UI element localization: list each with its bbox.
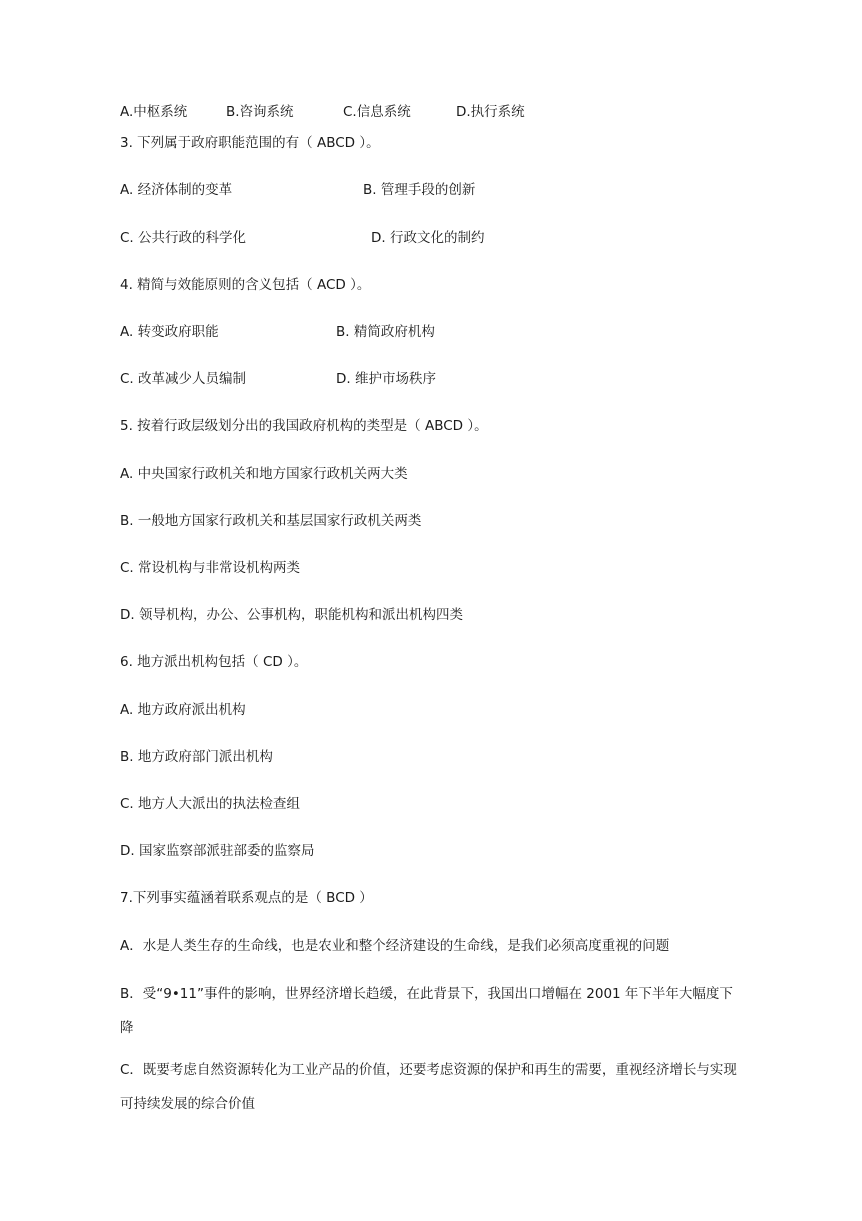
q3-option-c: C. 公共行政的科学化 — [120, 230, 247, 246]
q2-option-a: A.中枢系统 — [120, 104, 188, 120]
q4-option-a: A. 转变政府职能 — [120, 324, 219, 340]
q2-option-d: D.执行系统 — [456, 104, 525, 120]
q6-option-b: B. 地方政府部门派出机构 — [120, 749, 273, 765]
q6-stem: 6. 地方派出机构包括（ CD ）。 — [120, 654, 308, 670]
q6-option-a: A. 地方政府派出机构 — [120, 702, 246, 718]
q4-option-c: C. 改革减少人员编制 — [120, 371, 247, 387]
q5-option-c: C. 常设机构与非常设机构两类 — [120, 560, 301, 576]
q5-option-b: B. 一般地方国家行政机关和基层国家行政机关两类 — [120, 513, 422, 529]
q3-stem: 3. 下列属于政府职能范围的有（ ABCD ）。 — [120, 135, 380, 151]
q6-option-c: C. 地方人大派出的执法检查组 — [120, 796, 301, 812]
q7-stem: 7.下列事实蕴涵着联系观点的是（ BCD ） — [120, 890, 373, 906]
q3-option-d: D. 行政文化的制约 — [371, 230, 485, 246]
q4-stem: 4. 精简与效能原则的含义包括（ ACD ）。 — [120, 277, 371, 293]
q7-option-b: B．受“9•11”事件的影响，世界经济增长趋缓，在此背景下，我国出口增幅在 2001 年下半年大幅度下降 — [120, 986, 733, 1036]
q5-stem: 5. 按着行政层级划分出的我国政府机构的类型是（ ABCD ）。 — [120, 418, 488, 434]
q5-option-d: D. 领导机构，办公、公事机构，职能机构和派出机构四类 — [120, 607, 463, 623]
q4-option-b: B. 精简政府机构 — [336, 324, 435, 340]
q5-option-a: A. 中央国家行政机关和地方国家行政机关两大类 — [120, 466, 408, 482]
q6-option-d: D. 国家监察部派驻部委的监察局 — [120, 843, 315, 859]
q7-option-a: A．水是人类生存的生命线，也是农业和整个经济建设的生命线，是我们必须高度重视的问题 — [120, 938, 670, 954]
q3-option-b: B. 管理手段的创新 — [363, 182, 476, 198]
q2-option-b: B.咨询系统 — [226, 104, 294, 120]
q3-option-a: A. 经济体制的变革 — [120, 182, 233, 198]
q4-option-d: D. 维护市场秩序 — [336, 371, 436, 387]
q7-option-c: C．既要考虑自然资源转化为工业产品的价值，还要考虑资源的保护和再生的需要，重视经济增长与实现可持续发展的综合价值 — [120, 1062, 737, 1112]
q2-option-c: C.信息系统 — [343, 104, 411, 120]
